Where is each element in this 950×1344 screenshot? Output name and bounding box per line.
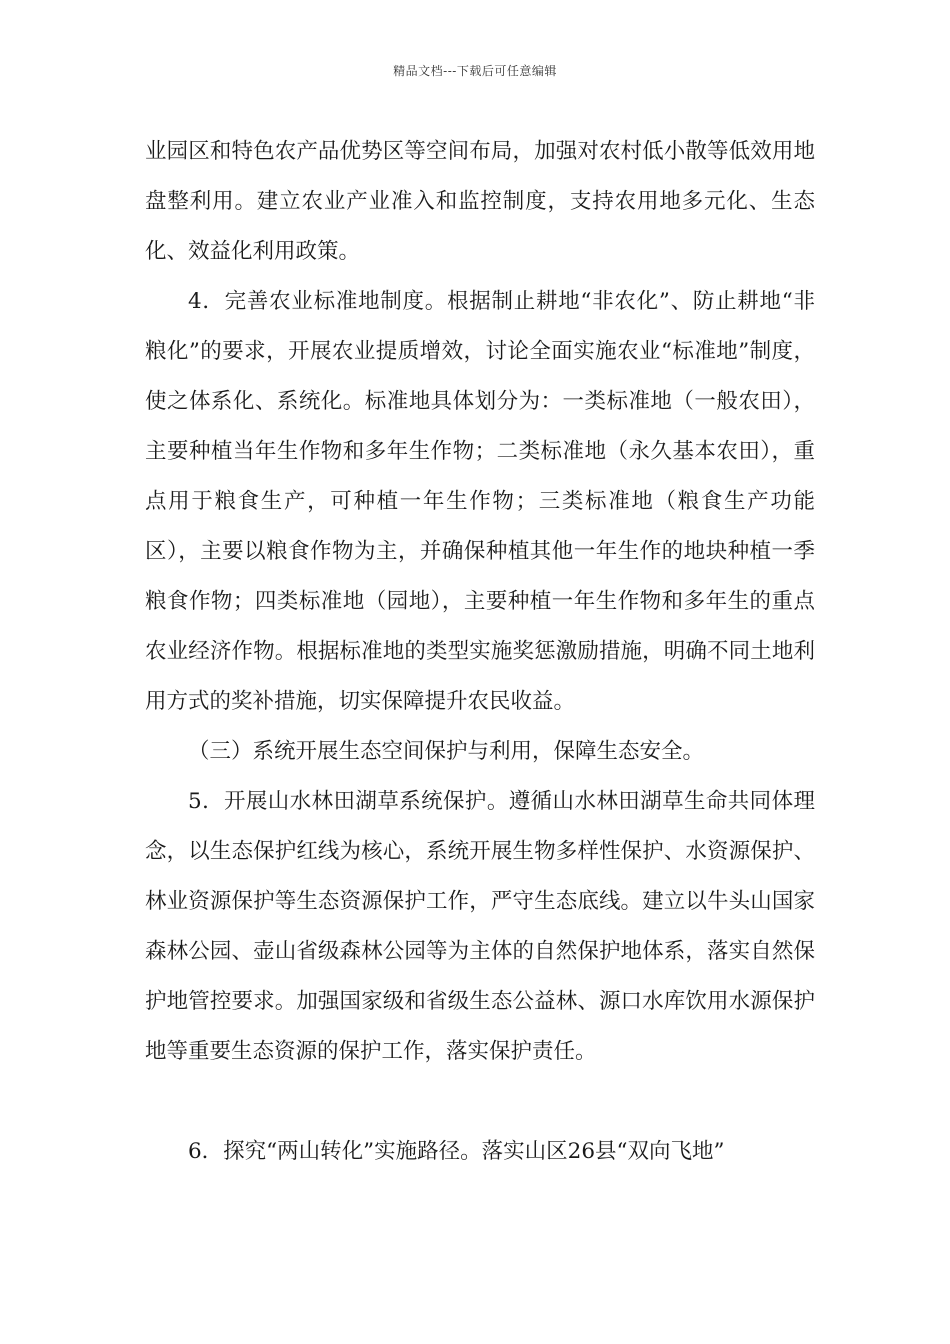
paragraph-continuation: 业园区和特色农产品优势区等空间布局，加强对农村低小散等低效用地盘整利用。建立农业产业准入和监控制度，支持农用地多元化、生态化、效益化利用政策。 — [145, 139, 815, 264]
paragraph-item-4: 4．完善农业标准地制度。根据制止耕地“非农化”、防止耕地“非粮化”的要求，开展农业提质增效，讨论全面实施农业“标准地”制度，使之体系化、系统化。标准地具体划分为：一类标准地（一般农田），主要种植当年生作物和多年生作物；二类标准地（永久基本农田），重点用于粮食生产，可种植一年生作物；三类标准地（粮食生产功能区），主要以粮食作物为主，并确保种植其他一年生作的地块种植一季粮食作物；四类标准地（园地），主要种植一年生作物和多年生的重点农业经济作物。根据标准地的类型实施奖惩激励措施，明确不同土地利用方式的奖补措施，切实保障提升农民收益。 — [145, 289, 815, 714]
document-body — [145, 127, 815, 1177]
page-header: 精品文档---下载后可任意编辑 — [393, 64, 557, 78]
paragraph-item-6: 6．探究“两山转化”实施路径。落实山区26县“双向飞地” — [188, 1139, 725, 1164]
section-heading-3: （三）系统开展生态空间保护与利用，保障生态安全。 — [188, 739, 705, 764]
paragraph-item-5: 5．开展山水林田湖草系统保护。遵循山水林田湖草生命共同体理念，以生态保护红线为核心，系统开展生物多样性保护、水资源保护、林业资源保护等生态资源保护工作，严守生态底线。建立以牛头山国家森林公园、壶山省级森林公园等为主体的自然保护地体系，落实自然保护地管控要求。加强国家级和省级生态公益林、源口水库饮用水源保护地等重要生态资源的保护工作，落实保护责任。 — [145, 789, 815, 1064]
